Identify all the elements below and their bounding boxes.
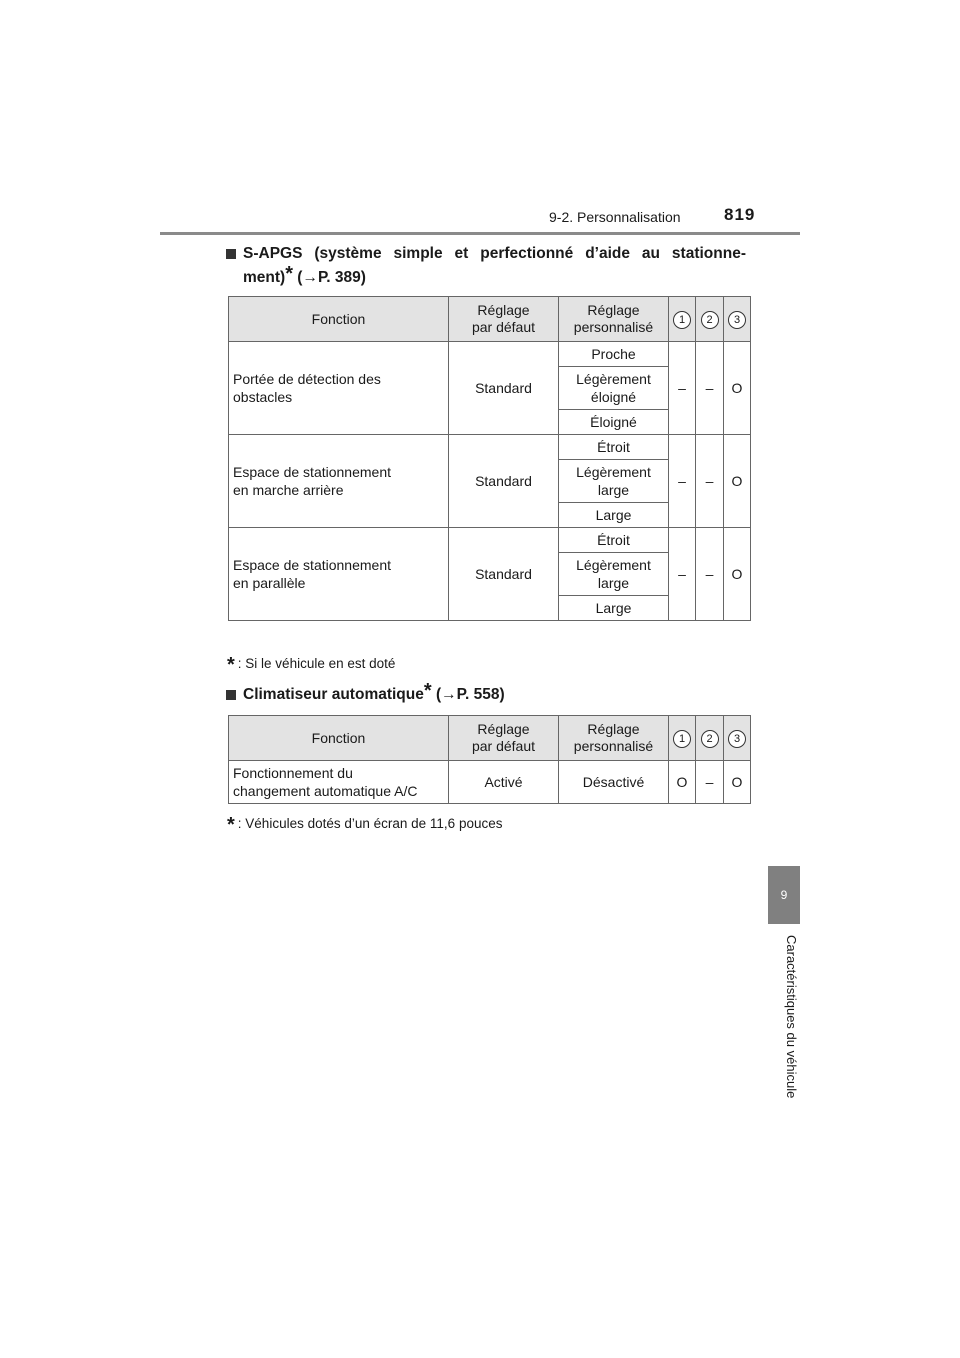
asterisk-icon: * bbox=[227, 654, 235, 676]
header-num-3 bbox=[724, 297, 751, 342]
sapgs-footnote-text: : Si le véhicule en est doté bbox=[237, 656, 396, 671]
option-cell: Légèrement large bbox=[559, 460, 669, 503]
method-1-cell: O bbox=[669, 761, 696, 804]
header-function: Fonction bbox=[229, 716, 449, 761]
section-title: 9-2. Personnalisation bbox=[549, 209, 681, 225]
header-divider bbox=[160, 232, 800, 235]
header-num-2 bbox=[696, 297, 724, 342]
sapgs-heading-text: S-APGS (système simple et perfectionné d’aide au stationne- ment) bbox=[243, 245, 746, 286]
climate-heading bbox=[226, 680, 746, 707]
table-row bbox=[229, 342, 751, 367]
climate-page-ref: (→P. 558) bbox=[431, 686, 505, 703]
default-cell: Standard bbox=[449, 435, 559, 528]
header-default: Réglage par défaut bbox=[449, 297, 559, 342]
sapgs-footnote bbox=[227, 654, 396, 676]
method-2-cell: – bbox=[696, 761, 724, 804]
method-2-cell: – bbox=[696, 528, 724, 621]
option-cell: Éloigné bbox=[559, 410, 669, 435]
table-header-row bbox=[229, 716, 751, 761]
header-num-3 bbox=[724, 716, 751, 761]
default-cell: Activé bbox=[449, 761, 559, 804]
header-default: Réglage par défaut bbox=[449, 716, 559, 761]
method-1-cell: – bbox=[669, 528, 696, 621]
header-function: Fonction bbox=[229, 297, 449, 342]
method-1-cell: – bbox=[669, 342, 696, 435]
sapgs-table bbox=[228, 296, 751, 621]
method-3-cell: O bbox=[724, 435, 751, 528]
circled-two-icon: 2 bbox=[701, 730, 719, 748]
header-num-2 bbox=[696, 716, 724, 761]
method-2-cell: – bbox=[696, 342, 724, 435]
method-1-cell: – bbox=[669, 435, 696, 528]
function-cell: Espace de stationnement en parallèle bbox=[229, 528, 449, 621]
option-cell: Large bbox=[559, 596, 669, 621]
circled-two-icon: 2 bbox=[701, 311, 719, 329]
method-3-cell: O bbox=[724, 342, 751, 435]
option-cell: Proche bbox=[559, 342, 669, 367]
table-row bbox=[229, 761, 751, 804]
function-cell: Fonctionnement du changement automatique A/C bbox=[229, 761, 449, 804]
table-row bbox=[229, 528, 751, 553]
method-2-cell: – bbox=[696, 435, 724, 528]
circled-one-icon: 1 bbox=[673, 311, 691, 329]
method-3-cell: O bbox=[724, 761, 751, 804]
square-bullet-icon bbox=[226, 690, 236, 700]
climate-footnote-text: : Véhicules dotés d’un écran de 11,6 pouces bbox=[237, 816, 503, 831]
default-cell: Standard bbox=[449, 342, 559, 435]
asterisk-icon: * bbox=[423, 680, 432, 702]
table-header-row bbox=[229, 297, 751, 342]
climate-heading-text: Climatiseur automatique bbox=[243, 686, 424, 703]
header-custom: Réglage personnalisé bbox=[559, 297, 669, 342]
circled-one-icon: 1 bbox=[673, 730, 691, 748]
custom-cell: Désactivé bbox=[559, 761, 669, 804]
option-cell: Légèrement éloigné bbox=[559, 367, 669, 410]
climate-table bbox=[228, 715, 751, 804]
header-num-1 bbox=[669, 297, 696, 342]
chapter-label: Caractéristiques du véhicule bbox=[784, 935, 799, 1099]
default-cell: Standard bbox=[449, 528, 559, 621]
sapgs-page-ref: (→P. 389) bbox=[293, 269, 366, 286]
asterisk-icon: * bbox=[227, 814, 235, 836]
header-num-1 bbox=[669, 716, 696, 761]
climate-footnote bbox=[227, 814, 503, 836]
option-cell: Étroit bbox=[559, 435, 669, 460]
option-cell: Légèrement large bbox=[559, 553, 669, 596]
chapter-tab bbox=[768, 866, 800, 924]
circled-three-icon: 3 bbox=[728, 730, 746, 748]
circled-three-icon: 3 bbox=[728, 311, 746, 329]
function-cell: Portée de détection des obstacles bbox=[229, 342, 449, 435]
header-custom: Réglage personnalisé bbox=[559, 716, 669, 761]
option-cell: Large bbox=[559, 503, 669, 528]
table-row bbox=[229, 435, 751, 460]
method-3-cell: O bbox=[724, 528, 751, 621]
square-bullet-icon bbox=[226, 249, 236, 259]
function-cell: Espace de stationnement en marche arrière bbox=[229, 435, 449, 528]
sapgs-heading bbox=[226, 242, 746, 290]
page-number: 819 bbox=[724, 205, 756, 224]
option-cell: Étroit bbox=[559, 528, 669, 553]
asterisk-icon: * bbox=[285, 263, 293, 285]
chapter-number: 9 bbox=[780, 888, 788, 902]
